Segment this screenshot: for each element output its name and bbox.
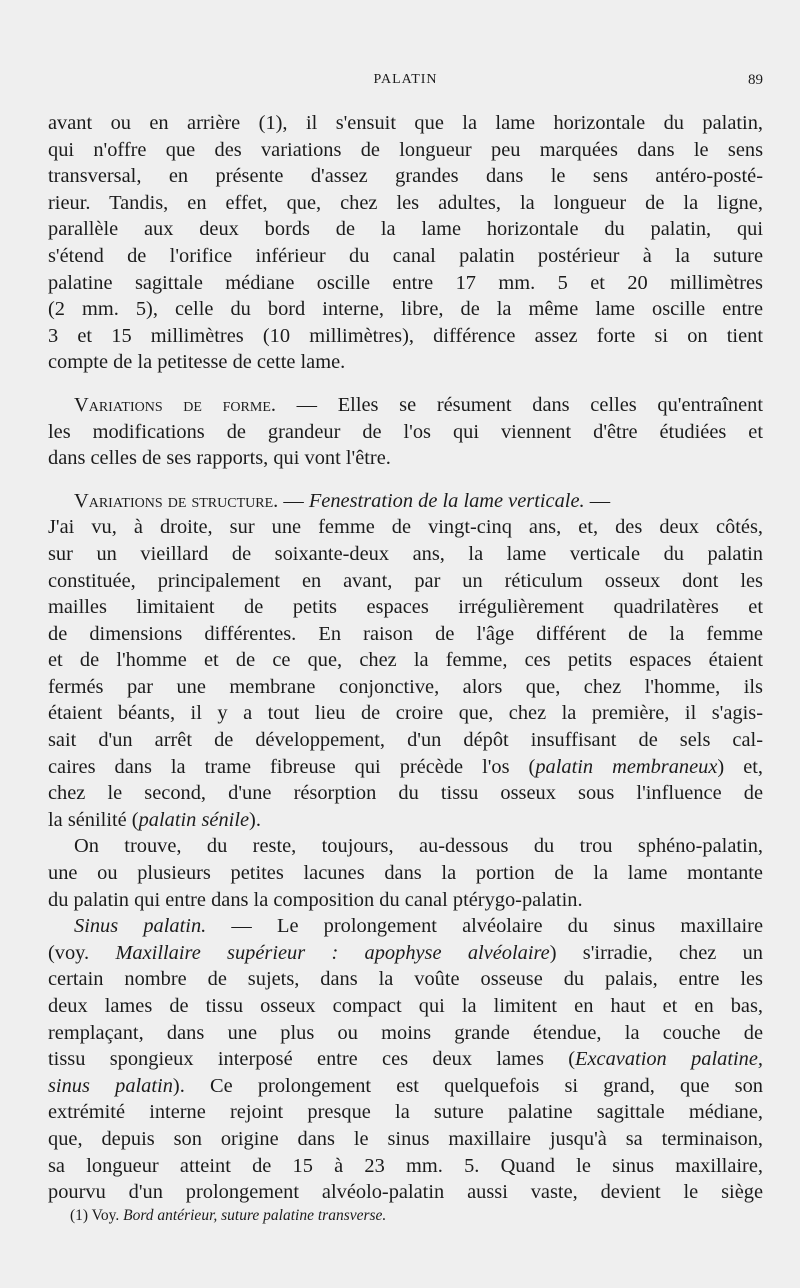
text-run: ) s'irradie, chez un <box>549 941 764 964</box>
text-run: (voy. <box>48 941 116 964</box>
text-line: deux lames de tissu osseux compact qui la limitent en haut et en bas, <box>48 995 763 1017</box>
subsection-heading: Sinus palatin. <box>74 915 207 938</box>
body-text <box>48 110 763 1206</box>
text-run: ). Ce prolongement est quelquefois si grand, que son <box>172 1074 763 1097</box>
text-line: remplaçant, dans une plus ou moins grande étendue, la couche de <box>48 1021 763 1044</box>
text-run-italic: sinus palatin <box>48 1074 173 1097</box>
text-run: la sénilité ( <box>48 808 139 831</box>
text-line: extrémité interne rejoint presque la suture palatine sagittale médiane, <box>48 1101 763 1124</box>
text-line: mailles limitaient de petits espaces irrégulièrement quadrilatères et <box>48 596 763 619</box>
text-run-italic: palatin sénile <box>138 808 250 831</box>
text-line: compte de la petitesse de cette lame. <box>48 351 346 374</box>
text-run: ) et, <box>717 755 764 778</box>
text-line: parallèle aux deux bords de la lame horizontale du palatin, qui <box>48 218 763 241</box>
text-line <box>48 1046 763 1073</box>
footnote-text: Bord antérieur, suture palatine transverse. <box>123 1207 387 1224</box>
text-line: sa longueur atteint de 15 à 23 mm. 5. Quand le sinus maxillaire, <box>48 1154 763 1177</box>
text-line: transversal, en présente d'assez grandes dans le sens antéro-posté- <box>48 165 763 188</box>
text-line: constituée, principalement en avant, par un réticulum osseux dont les <box>48 569 763 592</box>
paragraph-lacunes <box>48 833 763 913</box>
page-number: 89 <box>748 72 763 88</box>
text-line <box>48 754 763 781</box>
text-line: (2 mm. 5), celle du bord interne, libre, de la même lame oscille entre <box>48 298 763 321</box>
paragraph-1 <box>48 110 763 376</box>
text-line <box>48 940 763 967</box>
paragraph-variations-forme <box>48 392 763 472</box>
text-line: du palatin qui entre dans la composition du canal ptérygo-palatin. <box>48 888 583 911</box>
section-heading: Variations de forme. <box>74 393 276 416</box>
text-line: que, depuis son origine dans le sinus maxillaire jusqu'à sa terminaison, <box>48 1127 763 1150</box>
text-line: les modifications de grandeur de l'os qui viennent d'être étudiées et <box>48 420 763 443</box>
text-run: ). <box>249 808 261 831</box>
paragraph-variations-structure <box>48 488 763 834</box>
text-line: sait d'un arrêt de développement, d'un dépôt insuffisant de sels cal- <box>48 729 763 752</box>
text-line: avant ou en arrière (1), il s'ensuit que la lame horizontale du palatin, <box>48 112 763 134</box>
text-run: — Le prolongement alvéolaire du sinus maxillaire <box>206 915 763 938</box>
text-line <box>48 913 763 940</box>
text-line: On trouve, du reste, toujours, au-dessous du trou sphéno-palatin, <box>74 835 763 858</box>
running-title: PALATIN <box>373 72 438 87</box>
text-run-italic: Excavation palatine, <box>575 1048 764 1071</box>
text-line: une ou plusieurs petites lacunes dans la portion de la lame montante <box>48 862 763 885</box>
text-line: s'étend de l'orifice inférieur du canal palatin postérieur à la suture <box>48 244 763 267</box>
footnote <box>70 1207 770 1225</box>
text-line: fermés par une membrane conjonctive, alors que, chez l'homme, ils <box>48 675 763 698</box>
text-line <box>48 807 763 834</box>
text-line: chez le second, d'une résorption du tissu osseux sous l'influence de <box>48 782 763 805</box>
text-line: certain nombre de sujets, dans la voûte osseuse du palais, entre les <box>48 968 763 991</box>
text-line <box>48 1073 763 1100</box>
text-line: et de l'homme et de ce que, chez la femme, ces petits espaces étaient <box>48 649 763 672</box>
text-line: qui n'offre que des variations de longueur peu marquées dans le sens <box>48 138 763 161</box>
text-line: 3 et 15 millimètres (10 millimètres), différence assez forte si on tient <box>48 324 763 347</box>
text-line: palatine sagittale médiane oscille entre 17 mm. 5 et 20 millimètres <box>48 271 763 294</box>
subsection-heading: Fenestration de la lame verticale. <box>308 489 585 512</box>
text-run-italic: palatin membraneux <box>535 755 718 778</box>
text-line: pourvu d'un prolongement alvéolo-palatin aussi vaste, devient le siège <box>48 1181 763 1204</box>
page-header <box>48 72 763 94</box>
text-run: tissu spongieux interposé entre ces deux lames ( <box>48 1048 576 1071</box>
text-line: de dimensions différentes. En raison de l'âge différent de la femme <box>48 622 763 645</box>
text-line: Variations de structure. — Fenestration de la lame verticale. — <box>74 489 611 512</box>
text-run-italic: Maxillaire supérieur : apophyse alvéolaire <box>115 941 550 964</box>
text-line: sur un vieillard de soixante-deux ans, la lame verticale du palatin <box>48 542 763 565</box>
text-line: rieur. Tandis, en effet, que, chez les adultes, la longueur de la ligne, <box>48 191 763 214</box>
text-line <box>48 392 763 419</box>
text-line: dans celles de ses rapports, qui vont l'être. <box>48 447 391 470</box>
footnote-marker: (1) Voy. <box>70 1207 124 1224</box>
text-run: — Elles se résument dans celles qu'entraînent <box>275 393 763 416</box>
paragraph-sinus-palatin <box>48 913 763 1206</box>
text-line: étaient béants, il y a tout lieu de croire que, chez la première, il s'agis- <box>48 702 763 725</box>
text-run: caires dans la trame fibreuse qui précède l'os ( <box>48 755 536 778</box>
text-line: J'ai vu, à droite, sur une femme de vingt-cinq ans, et, des deux côtés, <box>48 516 763 539</box>
section-heading: Variations de structure. <box>74 489 279 512</box>
